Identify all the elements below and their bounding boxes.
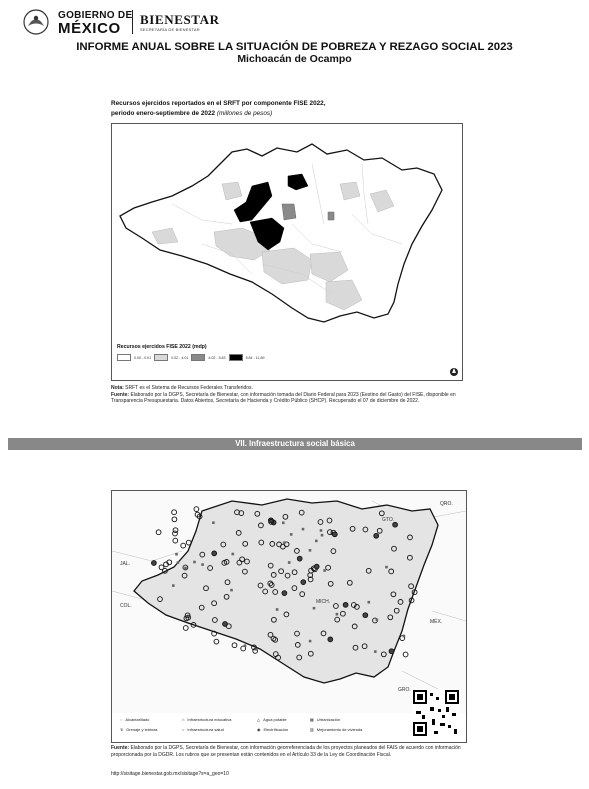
drain-icon: ↯ xyxy=(120,727,124,732)
legend-label-3: 5.84 - 11.89 xyxy=(245,355,265,360)
state-label-col: COL. xyxy=(120,603,132,609)
urbanization-marker xyxy=(172,584,175,587)
urbanization-marker xyxy=(321,534,324,537)
map1-notes xyxy=(111,385,463,405)
project-marker xyxy=(314,564,319,569)
note-text: SRFT es el Sistema de Recursos Federales Transferidos. xyxy=(123,385,253,391)
urbanization-marker xyxy=(302,528,305,531)
state-label-jal: JAL. xyxy=(120,561,131,567)
project-marker xyxy=(343,603,348,608)
urbanization-marker xyxy=(232,553,235,556)
note-label: Nota: xyxy=(111,385,124,391)
legend-label: Electrificación xyxy=(263,727,289,732)
legend-item-salud xyxy=(182,727,224,732)
legend-label: Urbanización xyxy=(316,717,341,722)
urbanization-marker xyxy=(315,540,318,543)
urbanization-marker xyxy=(175,553,178,556)
school-icon: ⌂ xyxy=(182,717,185,722)
legend-label: Drenaje y letrinas xyxy=(126,727,158,732)
state-label-gro: GRO. xyxy=(398,687,411,693)
lightning-icon: ◉ xyxy=(257,727,261,732)
legend-swatch-2 xyxy=(191,354,205,361)
project-marker xyxy=(297,556,302,561)
urbanization-marker xyxy=(336,613,339,616)
legend-label: Agua potable xyxy=(263,717,287,722)
legend-swatch-0 xyxy=(117,354,131,361)
map1-title-line1: Recursos ejercidos reportados en el SRFT por componente FISE 2022, xyxy=(111,100,326,107)
gob-line1: GOBIERNO DE xyxy=(58,10,133,21)
map1-frame xyxy=(111,123,463,381)
legend-item-drenaje xyxy=(120,727,157,732)
water-drop-icon: △ xyxy=(257,717,261,722)
legend-item-electrificacion xyxy=(257,727,288,732)
fuente-label: Fuente: xyxy=(111,391,130,398)
state-label-qro: QRO. xyxy=(440,501,453,507)
gob-line2: MÉXICO xyxy=(58,20,121,37)
legend-label-2: 4.02 - 5.83 xyxy=(208,355,226,360)
legend-item-urbanizacion xyxy=(310,717,340,722)
legend-item-vivienda xyxy=(310,727,362,732)
urbanization-marker xyxy=(376,619,379,622)
urbanization-marker xyxy=(193,561,196,564)
map2-source xyxy=(111,745,467,758)
map1-muni-medium xyxy=(328,212,334,220)
urbanization-marker xyxy=(288,561,291,564)
legend-swatch-3 xyxy=(229,354,243,361)
urbanization-marker xyxy=(177,561,180,564)
urbanization-marker xyxy=(368,601,371,604)
urbanization-marker xyxy=(230,589,233,592)
urbanization-marker xyxy=(184,567,187,570)
project-marker xyxy=(152,561,157,566)
eagle-emblem-icon xyxy=(20,8,52,36)
urbanization-marker xyxy=(282,522,285,525)
bienestar-wordmark: BIENESTAR xyxy=(140,12,220,27)
urbanization-marker xyxy=(313,607,316,610)
north-arrow-icon xyxy=(450,368,458,376)
urbanization-marker xyxy=(320,529,323,532)
urbanization-marker xyxy=(290,533,293,536)
urbanization-marker xyxy=(309,640,312,643)
legend-label: Alcantarillado xyxy=(125,717,150,722)
urbanization-marker xyxy=(201,563,204,566)
project-marker xyxy=(212,551,217,556)
urbanization-marker xyxy=(385,566,388,569)
project-marker xyxy=(328,637,333,642)
map1-michoacan-choropleth xyxy=(112,124,462,380)
legend-item-alcantarillado xyxy=(120,717,149,722)
urbanization-marker xyxy=(374,650,377,653)
qr-code-icon xyxy=(412,689,460,737)
legend-label: Infraestructura educativa xyxy=(187,717,232,722)
map2-url: http://sisitage.bienestar.gob.mx/sisitage?s=a_geo=10 xyxy=(111,771,229,777)
project-marker xyxy=(374,533,379,538)
urbanization-marker xyxy=(283,541,286,544)
project-marker xyxy=(301,580,306,585)
urbanization-marker xyxy=(309,549,312,552)
house-icon: ▥ xyxy=(310,727,314,732)
urbanization-marker xyxy=(323,569,326,572)
legend-label-0: 0.00 - 0.01 xyxy=(134,355,152,360)
health-icon: ○ xyxy=(182,727,185,732)
map1-title-unit: (millones de pesos) xyxy=(216,110,273,117)
legend-item-educativa xyxy=(182,717,231,722)
map1-legend xyxy=(117,354,264,361)
bienestar-subtitle: SECRETARÍA DE BIENESTAR xyxy=(140,27,200,32)
project-marker xyxy=(282,591,287,596)
legend-item-agua xyxy=(257,717,287,722)
map1-legend-title: Recursos ejercidos FISE 2022 (mdp) xyxy=(117,344,207,350)
legend-label: Mejoramiento de vivienda xyxy=(316,727,363,732)
section-heading: VII. Infraestructura social básica xyxy=(8,438,582,450)
report-subtitle: Michoacán de Ocampo xyxy=(237,53,352,65)
urbanization-marker xyxy=(212,521,215,524)
map1-muni-medium xyxy=(282,204,296,220)
project-marker xyxy=(223,622,228,627)
state-label-mich: MICH. xyxy=(316,599,331,605)
legend-swatch-1 xyxy=(154,354,168,361)
fuente-text: Elaborado por la DGPS, Secretaría de Bienestar, con información tomada del Diario Federal para 2023 (Eestino del Gasto) del FISE, disponible en Transparencia Presupuestaria. Datos Abiertos, Secretaría de Hacienda y Crédito Público (SHCP). Recuperado el 07 de diciembre de 2022. xyxy=(111,391,456,405)
legend-label-1: 0.02 - 4.01 xyxy=(171,355,189,360)
state-label-gto: GTO. xyxy=(382,517,395,523)
project-marker xyxy=(389,649,394,654)
urbanization-marker xyxy=(255,648,258,651)
building-icon: ▦ xyxy=(310,717,314,722)
project-marker xyxy=(363,613,368,618)
urbanization-marker xyxy=(244,644,247,647)
legend-label: Infraestructura salud xyxy=(187,727,224,732)
urbanization-marker xyxy=(276,608,279,611)
fuente2-label: Fuente: xyxy=(111,745,130,751)
map1-title xyxy=(111,99,441,119)
state-label-mex: MÉX. xyxy=(430,619,443,625)
map1-title-line2: periodo enero-septiembre de 2022 xyxy=(111,110,217,117)
project-marker xyxy=(393,522,398,527)
map2-frame xyxy=(111,490,467,743)
fuente2-text: Elaborado por la DGPS, Secretaría de Bienestar, con información georreferenciada de los proyectos planeados del FAIS de acuerdo con información proporcionada por la DGDR. Los rubros que se presentan están contenidos en el Artículo 33 de la Ley de Coordinación Fiscal. xyxy=(111,745,461,758)
urbanization-marker xyxy=(403,635,406,638)
report-title: INFORME ANUAL SOBRE LA SITUACIÓN DE POBREZA Y REZAGO SOCIAL 2023 xyxy=(76,41,513,53)
sewer-icon: ◌ xyxy=(120,717,123,722)
map2-infrastructure-map xyxy=(112,491,466,713)
project-marker xyxy=(332,532,337,537)
logo-divider xyxy=(132,10,133,34)
